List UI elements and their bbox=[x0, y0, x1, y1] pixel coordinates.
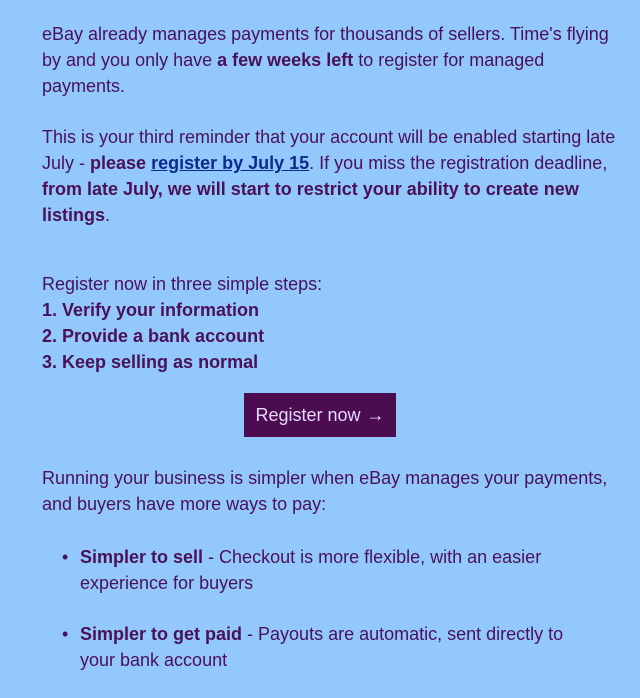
step-item: 3. Keep selling as normal bbox=[42, 352, 259, 372]
step-item: 1. Verify your information bbox=[42, 300, 260, 320]
register-now-button[interactable] bbox=[244, 393, 395, 437]
intro-highlight: a few weeks left bbox=[217, 50, 354, 70]
step-item: 2. Provide a bank account bbox=[42, 326, 265, 346]
reminder-text-end: . bbox=[105, 205, 111, 225]
intro-text-before: eBay already manages payments for thousands of sellers. Time's flying by and you only have bbox=[42, 24, 609, 70]
benefits-list bbox=[42, 544, 600, 673]
restriction-warning: from late July, we will start to restrict your ability to create new listings bbox=[42, 179, 579, 225]
arrow-right-icon: → bbox=[366, 405, 385, 425]
register-deadline-link[interactable]: register by July 15 bbox=[151, 153, 310, 173]
steps-list bbox=[42, 297, 622, 375]
benefit-title: Simpler to sell bbox=[80, 547, 204, 567]
benefit-item bbox=[80, 544, 600, 596]
reminder-paragraph bbox=[42, 124, 622, 228]
reminder-text-before: This is your third reminder that your account will be enabled starting late July - bbox=[42, 127, 616, 173]
steps-title: Register now in three simple steps: bbox=[42, 274, 323, 294]
reminder-please: please bbox=[90, 153, 147, 173]
benefit-desc: - Checkout is more flexible, with an easier experience for buyers bbox=[80, 547, 542, 593]
running-paragraph: Running your business is simpler when eBay manages your payments, and buyers have more ways to pay: bbox=[42, 468, 608, 514]
benefit-title: Simpler to get paid bbox=[80, 624, 243, 644]
benefit-item bbox=[80, 621, 600, 673]
benefit-desc: - Payouts are automatic, sent directly to your bank account bbox=[80, 624, 564, 670]
register-now-label: Register now bbox=[255, 405, 361, 425]
reminder-text-middle: . If you miss the registration deadline, bbox=[309, 153, 608, 173]
email-body bbox=[42, 21, 622, 698]
cta-container bbox=[42, 393, 598, 437]
intro-paragraph bbox=[42, 21, 622, 99]
intro-text-after: to register for managed payments. bbox=[42, 50, 545, 96]
